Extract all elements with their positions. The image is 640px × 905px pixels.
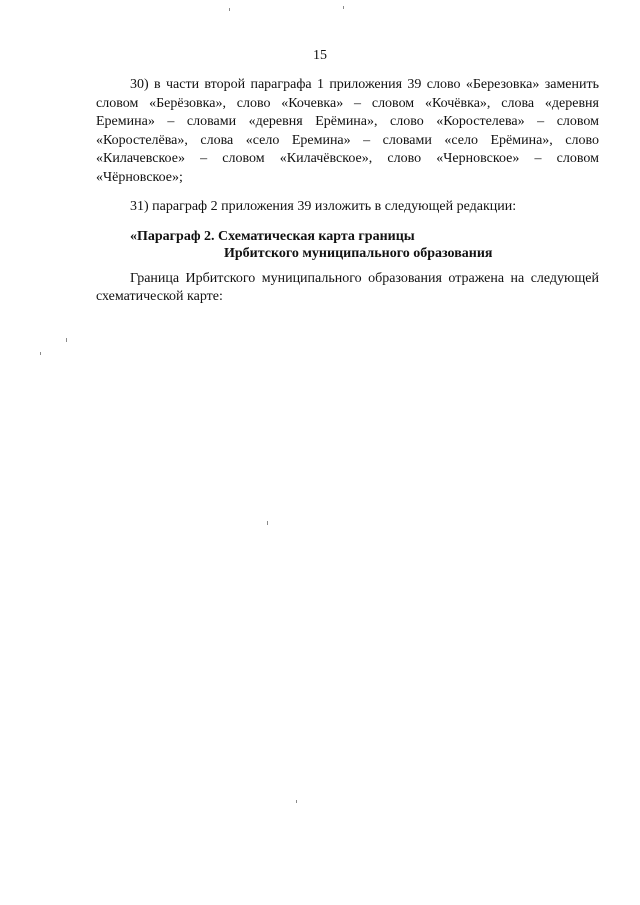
scan-speck [66,338,67,342]
section-heading-line-2: Ирбитского муниципального образования [224,245,493,261]
document-body [96,76,599,318]
scan-speck [343,6,344,9]
page-number: 15 [313,48,327,63]
amendment-item-31: 31) параграф 2 приложения 39 изложить в следующей редакции: [130,199,517,214]
scan-speck [40,352,41,355]
amendment-item-30: 30) в части второй параграфа 1 приложения 39 слово «Березовка» заменить словом «Берёзовка», слово «Кочевка» – словом «Кочёвка», слова «деревня Еремина» – словами «деревня Ерёмина», слово «Коростелева» – словом «Коростелёва», слова «село Еремина» – словами «село Ерёмина», слово «Килачевское» – словом «Килачёвское», слово «Черновское» – словом «Чёрновское»; [96,77,599,185]
scan-speck [296,800,297,803]
section-heading [96,228,599,262]
scan-speck [267,521,268,525]
section-body-text: Граница Ирбитского муниципального образования отражена на следующей схематической карте: [96,270,599,304]
scan-speck [229,8,230,11]
section-heading-line-1: «Параграф 2. Схематическая карта границы [130,228,415,244]
